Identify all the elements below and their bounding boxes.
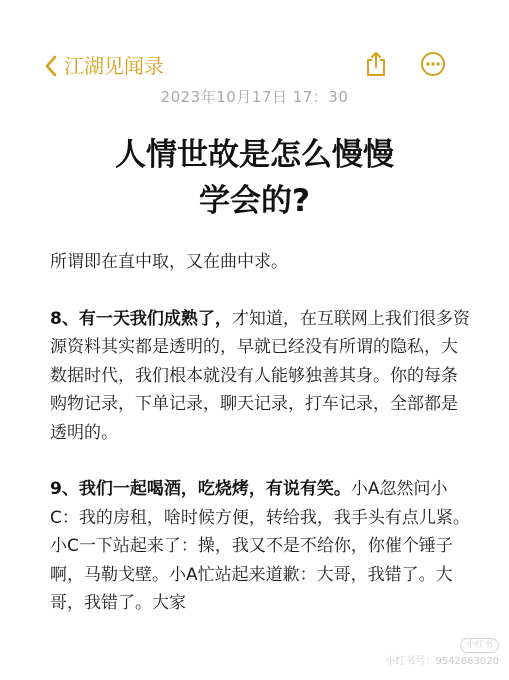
navigation-bar bbox=[0, 50, 509, 84]
paragraph-3-heading: 9、我们一起喝酒，吃烧烤，有说有笑。 bbox=[50, 479, 351, 499]
chevron-left-icon bbox=[44, 54, 58, 78]
share-icon bbox=[364, 50, 388, 82]
paragraph-3-text: 小A忽然问小C：我的房租，啥时候方便，转给我，我手头有点儿紧。小C一下站起来了：操，我又不是不给你，你催个锤子啊，马勒戈壁。小A忙站起来道歉：大哥，我错了。大哥，我错了。大家 bbox=[50, 479, 470, 613]
note-title bbox=[0, 132, 509, 224]
note-timestamp: 2023年10月17日 17：30 bbox=[160, 88, 349, 106]
paragraph-1 bbox=[50, 248, 470, 277]
watermark-id: 小红书号：9542863020 bbox=[385, 656, 499, 667]
paragraph-3 bbox=[50, 475, 470, 618]
share-button[interactable] bbox=[361, 50, 391, 82]
back-button[interactable] bbox=[44, 52, 164, 80]
back-label: 江湖见闻录 bbox=[64, 54, 164, 78]
note-title-line-2: 学会的? bbox=[199, 183, 310, 219]
more-options-button[interactable] bbox=[418, 50, 448, 82]
paragraph-2 bbox=[50, 305, 470, 448]
watermark bbox=[385, 638, 499, 668]
note-title-line-1: 人情世故是怎么慢慢 bbox=[115, 137, 394, 173]
watermark-logo: 小红书 bbox=[460, 638, 499, 653]
paragraph-1-text: 所谓即在直中取，又在曲中求。 bbox=[50, 252, 288, 272]
more-icon bbox=[419, 50, 447, 82]
note-body bbox=[50, 248, 470, 646]
paragraph-2-text: 才知道，在互联网上我们很多资源资料其实都是透明的，早就已经没有所谓的隐私，大数据时代，我们根本就没有人能够独善其身。你的每条购物记录，下单记录，聊天记录，打车记录，全部都是透明的。 bbox=[50, 308, 470, 443]
paragraph-2-heading: 8、有一天我们成熟了， bbox=[50, 308, 232, 329]
